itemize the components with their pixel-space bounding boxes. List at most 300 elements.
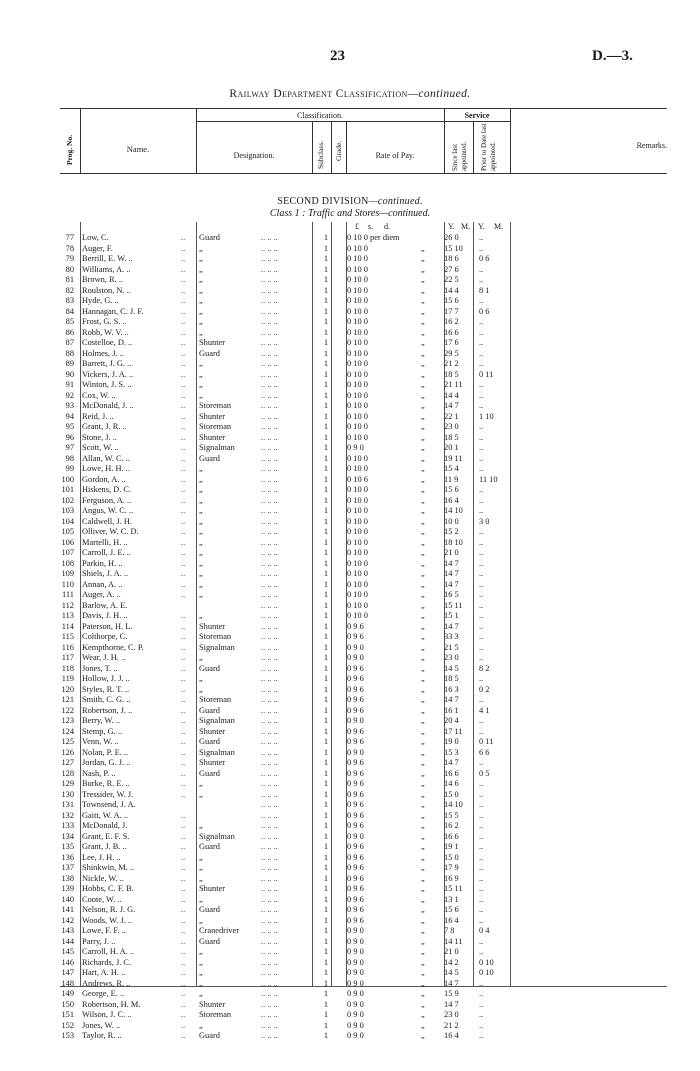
designation: Guard [199,705,220,715]
subclass: 1 [323,705,329,715]
table-row [0,622,700,633]
prog-no: 122 [61,705,74,715]
designation: Guard [199,842,220,851]
leader-dots: .. .. .. [261,548,278,557]
employee-name: Caldwell, J. H. [82,516,133,526]
service-prior: .. [479,632,484,641]
service-prior: .. [479,485,484,494]
employee-name: Grant, J. R. .. [82,422,127,431]
leader-dots: .. .. .. [261,926,278,935]
prog-no: 82 [65,285,74,295]
section-title: SECOND DIVISION [277,196,369,207]
prog-no: 116 [61,642,74,652]
service-prior: .. [479,537,484,547]
ditto-mark: „ [421,537,425,547]
ditto-mark: „ [421,495,425,505]
employee-name: Burke, R. E. .. [82,779,130,788]
ditto-mark: „ [421,842,425,851]
employee-name: Berrill, E. W. .. [82,254,133,263]
employee-name: Wilson, J. C. .. [82,1010,132,1019]
prog-no: 99 [65,464,74,473]
prog-no: 112 [61,600,74,610]
rate-of-pay: 0 9 0 [347,716,364,725]
leader-dots: .. .. .. [261,674,278,683]
prog-no: 85 [65,317,74,326]
service-prior: .. [479,264,484,274]
subclass: 1 [323,453,329,463]
rate-of-pay: 0 10 0 [347,579,368,589]
designation: Shunter [199,621,226,631]
ditto-mark: „ [421,800,425,809]
employee-name: Holmes, J. .. [82,348,124,358]
ditto-mark: „ [421,674,425,683]
grade-heading: Grade. [334,140,343,161]
prog-no-heading: Prog. No. [65,134,74,165]
table-row [0,611,700,622]
employee-name: Costelloe, D. .. [82,338,133,347]
leader-dots: .. [181,296,186,305]
service-prior: 4 1 [479,705,490,715]
prog-no: 123 [61,716,74,725]
table-row [0,632,700,643]
table-row [0,916,700,927]
service-prior: .. [479,936,484,946]
service-since-last: 17 11 [444,726,463,736]
leader-dots: .. [181,443,186,452]
leader-dots: .. .. .. [261,873,278,883]
designation: „ [199,684,203,694]
table-row [0,758,700,769]
employee-name: Taylor, R. .. [82,1031,122,1040]
ditto-mark: „ [421,359,425,368]
leader-dots: .. [181,537,186,547]
service-since-last: 15 6 [444,296,459,305]
subclass: 1 [323,390,329,400]
title-text: Railway Department Classification [229,88,408,100]
employee-name: Hobbs, C. F. B. [82,884,134,893]
leader-dots: .. .. .. [261,705,278,715]
prog-no: 107 [61,548,74,557]
leader-dots: .. [181,989,186,998]
service-prior: 0 10 [479,957,494,967]
table-row [0,643,700,654]
leader-dots: .. [181,390,186,400]
prog-no: 130 [61,789,74,799]
designation: „ [199,1020,203,1030]
leader-dots: .. .. .. [261,495,278,505]
subclass: 1 [323,432,329,442]
service-since-last: 15 2 [444,527,459,536]
designation: „ [199,873,203,883]
ditto-mark: „ [421,947,425,956]
ditto-mark: „ [421,380,425,389]
leader-dots: .. .. .. [261,999,278,1009]
ditto-mark: „ [421,621,425,631]
ditto-mark: „ [421,957,425,967]
leader-dots: .. [181,579,186,589]
subclass: 1 [323,894,329,904]
prog-no: 115 [61,632,74,641]
prog-no: 117 [61,653,74,662]
prog-no: 91 [65,380,74,389]
service-prior: .. [479,800,484,809]
service-prior: .. [479,863,484,872]
table-row [0,475,700,486]
leader-dots: .. [181,243,186,253]
name-heading: Name. [126,144,150,154]
table-row [0,338,700,349]
leader-dots: .. [181,968,186,977]
subclass: 1 [323,663,329,673]
ditto-mark: „ [421,779,425,788]
employee-name: Coote, W. .. [82,894,122,904]
designation: Signalman [199,831,235,841]
prog-no: 140 [61,894,74,904]
leader-dots: .. .. .. [261,369,278,379]
table-row [0,811,700,822]
table-row [0,1031,700,1042]
designation: „ [199,474,203,484]
designation: Cranedriver [199,926,239,935]
service-since-last: 14 4 [444,390,459,400]
employee-name: Venn, W. .. [82,737,119,746]
designation: „ [199,789,203,799]
prog-no: 94 [65,411,74,421]
rate-of-pay: 0 10 0 [347,600,368,610]
rate-of-pay: 0 10 0 [347,264,368,274]
service-prior: .. [479,821,484,830]
table-row [0,842,700,853]
designation: „ [199,548,203,557]
designation: „ [199,968,203,977]
employee-name: Shiels, J. A. .. [82,569,129,578]
prog-no: 118 [61,663,74,673]
designation: Guard [199,1031,220,1040]
leader-dots: .. .. .. [261,537,278,547]
prior-years-unit: Y. [478,222,485,231]
service-prior: .. [479,390,484,400]
service-prior: 0 2 [479,684,490,694]
subclass: 1 [323,642,329,652]
leader-dots: .. [181,684,186,694]
prog-no: 145 [61,947,74,956]
employee-name: Colthorpe, C. [82,632,128,641]
employee-name: Parkin, H. .. [82,558,123,568]
service-prior: .. [479,621,484,631]
service-prior: .. [479,243,484,253]
ditto-mark: „ [421,369,425,379]
rate-of-pay: 0 9 0 [347,1020,364,1030]
ditto-mark: „ [421,422,425,431]
leader-dots: .. .. .. [261,968,278,977]
prog-no: 102 [61,495,74,505]
prog-no: 152 [61,1020,74,1030]
leader-dots: .. .. .. [261,989,278,998]
ditto-mark: „ [421,695,425,704]
prog-no: 128 [61,768,74,778]
service-since-last: 16 4 [444,1031,459,1040]
service-since-last: 14 7 [444,758,459,767]
leader-dots: .. .. .. [261,936,278,946]
subclass: 1 [323,768,329,778]
service-prior: .. [479,506,484,515]
table-row [0,580,700,591]
subclass: 1 [323,327,329,337]
rate-of-pay: 0 9 6 [347,779,364,788]
leader-dots: .. [181,464,186,473]
prog-no: 129 [61,779,74,788]
prog-no: 153 [61,1031,74,1040]
leader-dots: .. [181,285,186,295]
service-since-last: 14 7 [444,695,459,704]
designation: „ [199,590,203,599]
table-row [0,307,700,318]
subclass: 1 [323,254,329,263]
prog-no: 90 [65,369,74,379]
subclass: 1 [323,401,329,410]
document-reference: D.—3. [592,48,633,64]
employee-name: Low, C. [82,233,109,242]
leader-dots: .. [181,663,186,673]
service-since-last: 18 5 [444,432,459,442]
table-row [0,979,700,990]
employee-name: Smith, C. G. .. [82,695,131,704]
subclass: 1 [323,821,329,830]
class-subheading: Class 1 : Traffic and Stores—continued. [269,208,431,219]
service-prior: .. [479,590,484,599]
subclass: 1 [323,590,329,599]
employee-name: Hart, A. H. .. [82,968,126,977]
service-prior: .. [479,653,484,662]
prior-to-date-heading: Prior to Date last appointed. [480,123,497,171]
service-prior: 11 10 [479,474,498,484]
leader-dots: .. [181,957,186,967]
rate-of-pay: 0 9 6 [347,852,364,862]
leader-dots: .. .. .. [261,957,278,967]
prog-no: 110 [61,579,74,589]
table-row [0,506,700,517]
rate-of-pay: 0 10 0 [347,401,368,410]
service-prior: .. [479,789,484,799]
ditto-mark: „ [421,789,425,799]
designation: „ [199,558,203,568]
leader-dots: .. [181,936,186,946]
table-row [0,968,700,979]
designation: Shunter [199,884,226,893]
section-continued: —continued. [368,196,423,207]
leader-dots: .. [181,369,186,379]
ditto-mark: „ [421,642,425,652]
ditto-mark: „ [421,548,425,557]
ditto-mark: „ [421,506,425,515]
ditto-mark: „ [421,926,425,935]
leader-dots: .. [181,548,186,557]
table-row [0,821,700,832]
rate-of-pay: 0 10 0 [347,569,368,578]
ditto-mark: „ [421,527,425,536]
leader-dots: .. .. .. [261,411,278,421]
service-prior: .. [479,831,484,841]
employee-name: McDonald, J. .. [82,401,134,410]
prog-no: 142 [61,915,74,925]
leader-dots: .. .. .. [261,233,278,242]
designation: Signalman [199,747,235,757]
employee-name: Townsend, J. A. [82,800,136,809]
employee-name: Berry, W. .. [82,716,121,725]
rate-of-pay: 0 10 0 [347,485,368,494]
rate-of-pay: 0 9 0 [347,978,364,988]
table-row [0,359,700,370]
table-row [0,265,700,276]
prog-no: 143 [61,926,74,935]
leader-dots: .. [181,516,186,526]
rate-of-pay: 0 10 0 [347,506,368,515]
leader-dots: .. [181,884,186,893]
leader-dots: .. .. .. [261,695,278,704]
remarks-heading: Remarks. [636,141,667,150]
designation: „ [199,821,203,830]
ditto-mark: „ [421,296,425,305]
subclass: 1 [323,611,329,620]
ditto-mark: „ [421,989,425,998]
table-row [0,1010,700,1021]
service-since-last: 23 0 [444,422,459,431]
rate-of-pay: 0 9 6 [347,684,364,694]
designation: Guard [199,663,220,673]
ditto-mark: „ [421,443,425,452]
leader-dots: .. .. .. [261,758,278,767]
employee-name: Lowe, H. H. .. [82,464,130,473]
leader-dots: .. .. .. [261,558,278,568]
rate-of-pay: 0 10 0 [347,243,368,253]
employee-name: Wear, J. H. .. [82,653,126,662]
subclass: 1 [323,569,329,578]
table-row [0,895,700,906]
table-row [0,947,700,958]
table-row [0,905,700,916]
subclass: 1 [323,947,329,956]
subclass: 1 [323,831,329,841]
rate-of-pay: 0 10 0 [347,254,368,263]
leader-dots: .. [181,348,186,358]
subclass: 1 [323,684,329,694]
leader-dots: .. [181,999,186,1009]
ditto-mark: „ [421,873,425,883]
rate-of-pay: 0 9 6 [347,915,364,925]
subclass: 1 [323,422,329,431]
service-since-last: 15 9 [444,989,459,998]
service-prior: .. [479,422,484,431]
leader-dots: .. [181,747,186,757]
employee-name: Robertson, H. M. [82,999,141,1009]
leader-dots: .. [181,947,186,956]
subclass: 1 [323,884,329,893]
rate-of-pay: 0 9 6 [347,894,364,904]
designation: „ [199,537,203,547]
rate-of-pay: 0 10 0 [347,369,368,379]
table-row [0,790,700,801]
rate-of-pay: 0 9 0 [347,443,364,452]
service-prior: .. [479,338,484,347]
service-prior: 0 5 [479,768,490,778]
designation-heading: Designation. [233,151,275,160]
designation: „ [199,485,203,494]
table-row [0,874,700,885]
prog-no: 125 [61,737,74,746]
table-row [0,1021,700,1032]
ditto-mark: „ [421,999,425,1009]
service-since-last: 16 4 [444,495,459,505]
leader-dots: .. [181,485,186,494]
leader-dots: .. .. .. [261,852,278,862]
rate-of-pay: 0 9 0 [347,926,364,935]
service-prior: 0 10 [479,968,494,977]
ditto-mark: „ [421,968,425,977]
employee-name: Hollow, J. J. .. [82,674,130,683]
service-since-last: 20 1 [444,443,459,452]
designation: Guard [199,348,220,358]
rate-of-pay: 0 9 6 [347,884,364,893]
rate-of-pay: 0 9 0 [347,989,364,998]
table-row [0,391,700,402]
prog-no: 136 [61,852,74,862]
subclass: 1 [323,243,329,253]
leader-dots: .. .. .. [261,380,278,389]
service-since-last: 14 7 [444,558,459,568]
subclass: 1 [323,285,329,295]
subclass: 1 [323,306,329,316]
service-since-last: 18 6 [444,254,459,263]
subclass: 1 [323,506,329,515]
service-since-last: 16 6 [444,768,459,778]
leader-dots: .. [181,821,186,830]
service-prior: .. [479,401,484,410]
table-row [0,769,700,780]
prog-no: 149 [61,989,74,998]
table-row [0,254,700,265]
designation: Storeman [199,632,232,641]
service-prior: .. [479,695,484,704]
leader-dots: .. [181,254,186,263]
leader-dots: .. [181,632,186,641]
rate-of-pay: 0 10 0 [347,275,368,284]
subclass: 1 [323,348,329,358]
employee-name: Gaitt, W. A. .. [82,810,129,820]
subclass-heading: Subclass. [316,140,325,169]
designation: Shunter [199,432,226,442]
employee-name: Paterson, H. L. [82,621,133,631]
rate-of-pay: 0 9 6 [347,663,364,673]
service-since-last: 7 8 [444,926,455,935]
table-row [0,926,700,937]
service-prior: .. [479,1010,484,1019]
ditto-mark: „ [421,747,425,757]
rate-of-pay: 0 9 6 [347,621,364,631]
ditto-mark: „ [421,768,425,778]
table-row [0,569,700,580]
employee-name: George, E. .. [82,989,125,998]
prog-no: 111 [62,590,74,599]
service-prior: .. [479,432,484,442]
leader-dots: .. .. .. [261,327,278,337]
subclass: 1 [323,621,329,631]
designation: „ [199,674,203,683]
rate-of-pay: 0 9 0 [347,747,364,757]
designation: „ [199,516,203,526]
table-row [0,1000,700,1011]
service-since-last: 14 7 [444,401,459,410]
service-since-last: 16 6 [444,831,459,841]
